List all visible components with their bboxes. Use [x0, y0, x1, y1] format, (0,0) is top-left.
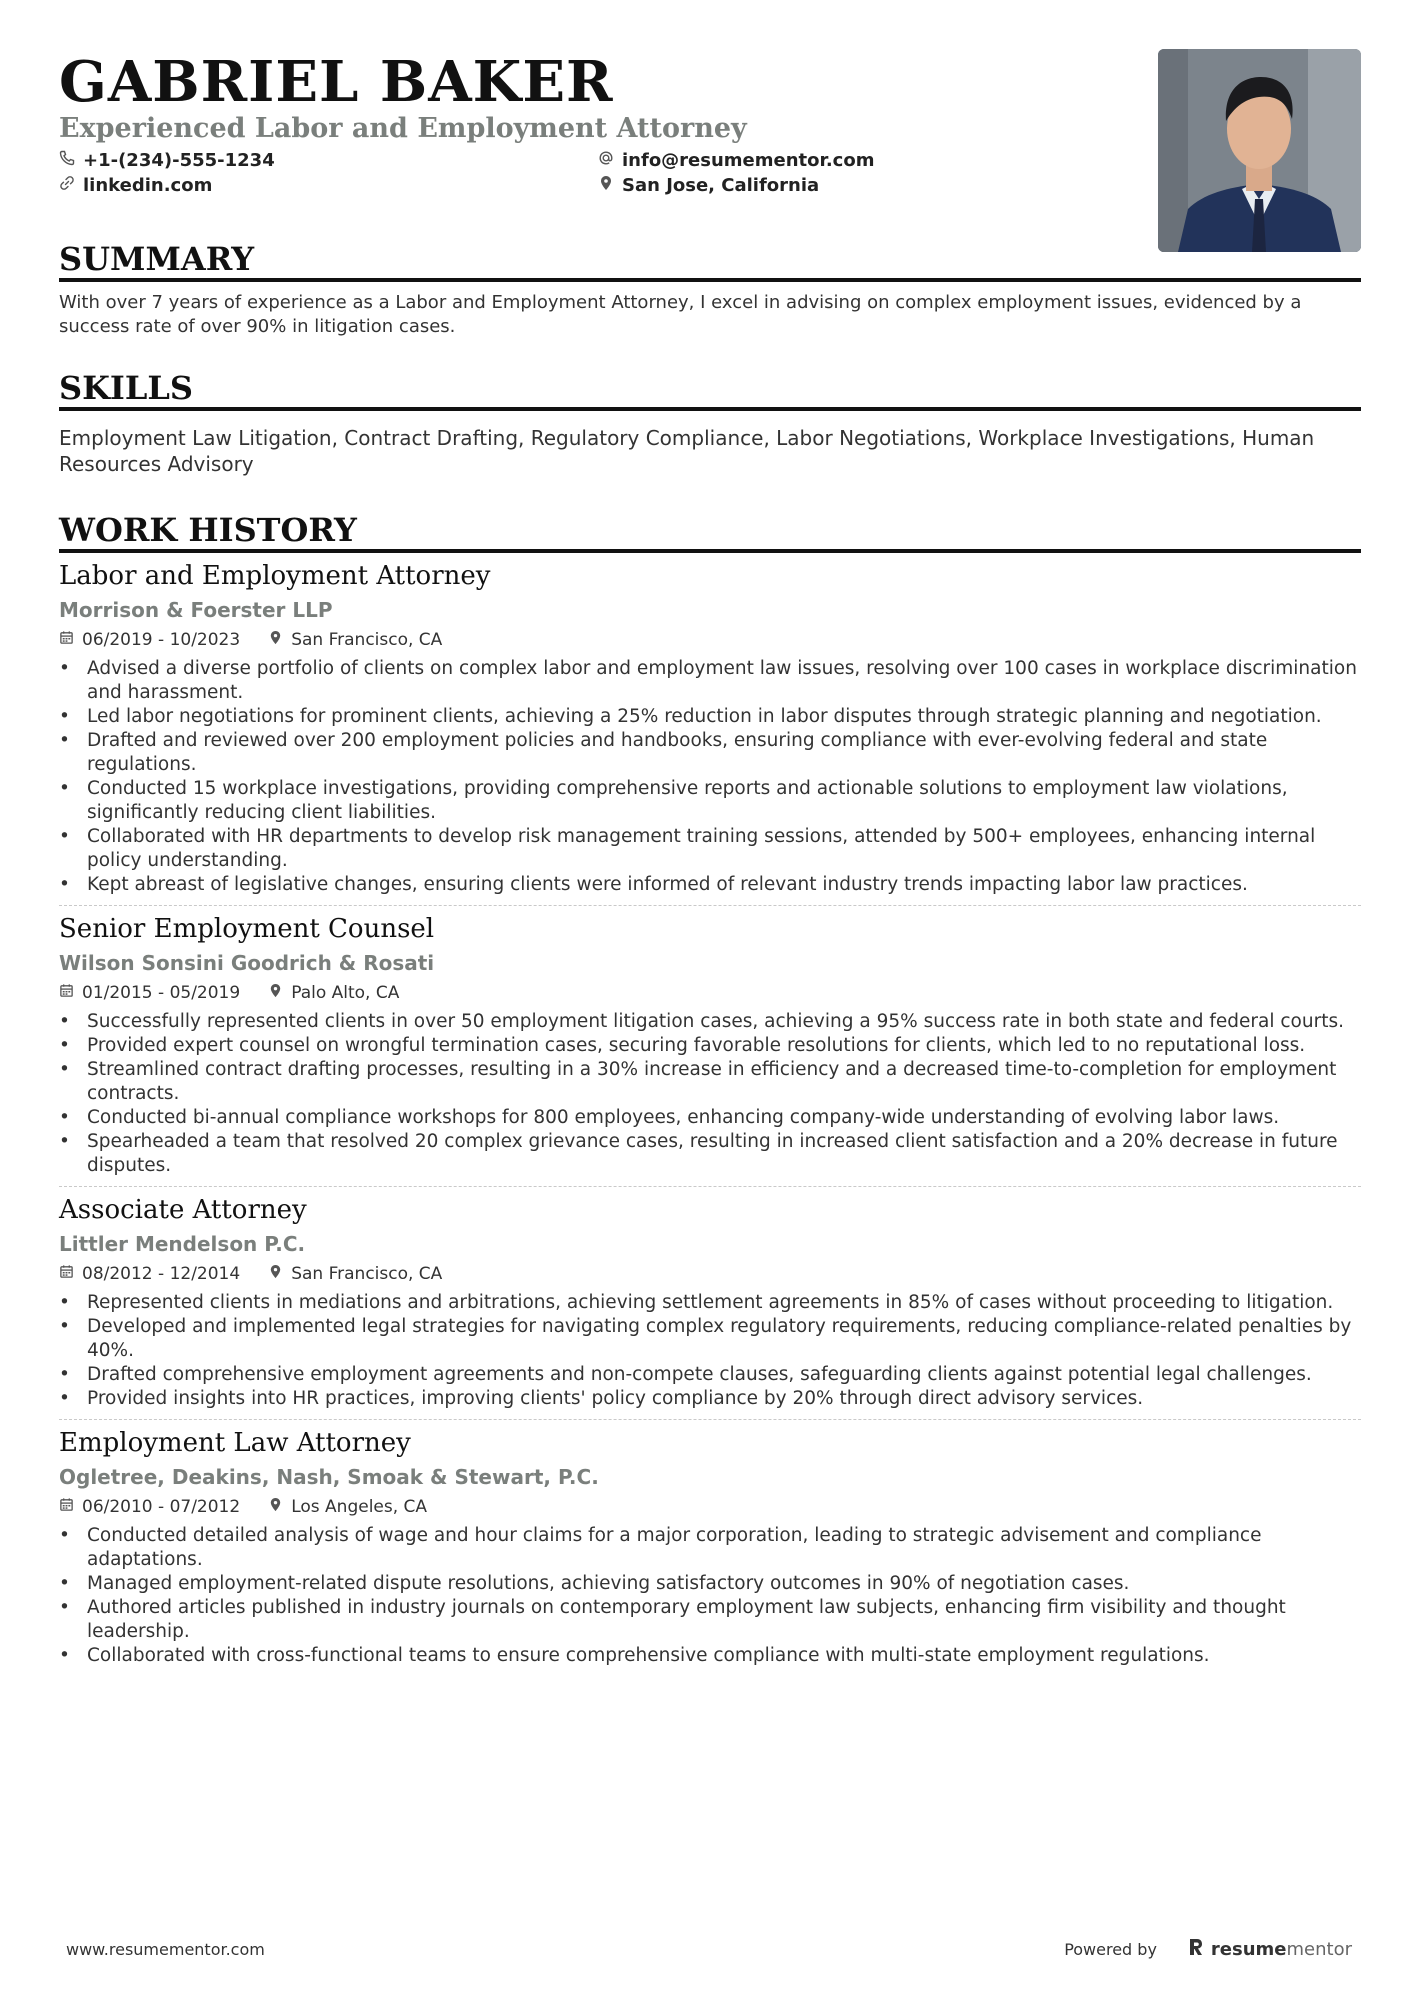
header — [59, 49, 1361, 204]
profile-photo — [1158, 49, 1361, 252]
location-contact — [598, 173, 819, 197]
job-title: Senior Employment Counsel — [59, 914, 435, 944]
bullet-item: • Provided expert counsel on wrongful termination cases, securing favorable resolutions for clients, which led to no reputational loss. — [59, 1034, 1361, 1058]
linkedin-contact — [59, 173, 212, 197]
company-name: Littler Mendelson P.C. — [59, 1232, 306, 1256]
bullet-item: • Developed and implemented legal strategies for navigating complex regulatory requirements, reducing compliance-related penalties by 40%. — [59, 1315, 1361, 1363]
summary-section — [59, 240, 1361, 339]
linkedin-text[interactable]: linkedin.com — [83, 174, 213, 196]
summary-text: With over 7 years of experience as a Labor and Employment Attorney, I excel in advising on complex employment issues, evidenced by a success rate of over 90% in litigation cases. — [59, 292, 1302, 337]
job-dates — [59, 630, 240, 650]
job-meta — [59, 982, 1361, 1004]
location-icon — [598, 175, 614, 196]
jobs-list — [59, 559, 1361, 1668]
summary-heading: SUMMARY — [59, 240, 1361, 282]
powered-by-label: Powered by — [1064, 1940, 1157, 1959]
location-text: San Jose, California — [622, 174, 820, 196]
job-location — [268, 983, 399, 1003]
job-location-text: Los Angeles, CA — [291, 1497, 428, 1517]
job-divider — [59, 1419, 1361, 1420]
job-divider — [59, 905, 1361, 906]
location-icon — [268, 1497, 283, 1517]
bullet-item: • Advised a diverse portfolio of clients on complex labor and employment law issues, resolving over 100 cases in workplace discrimination and harassment. — [59, 657, 1361, 705]
location-icon — [268, 1264, 283, 1284]
job-entry — [59, 559, 1361, 906]
calendar-icon — [59, 983, 74, 1003]
job-bullets — [59, 657, 1361, 897]
job-bullets — [59, 1010, 1361, 1178]
email-icon — [598, 150, 614, 171]
job-dates — [59, 983, 240, 1003]
phone-icon — [59, 150, 75, 171]
job-title: Associate Attorney — [59, 1195, 307, 1225]
bullet-item: • Kept abreast of legislative changes, ensuring clients were informed of relevant industry trends impacting labor law practices. — [59, 873, 1361, 897]
job-meta — [59, 1496, 1361, 1518]
email-text[interactable]: info@resumementor.com — [622, 149, 875, 171]
job-bullets — [59, 1291, 1361, 1411]
location-icon — [268, 630, 283, 650]
job-dates-text: 06/2019 - 10/2023 — [82, 630, 241, 650]
brand-mark-icon — [1187, 1937, 1205, 1962]
company-name: Wilson Sonsini Goodrich & Rosati — [59, 951, 435, 975]
bullet-item: • Authored articles published in industry journals on contemporary employment law subjects, enhancing firm visibility and thought leadership. — [59, 1596, 1361, 1644]
job-dates-text: 06/2010 - 07/2012 — [82, 1497, 241, 1517]
bullet-item: • Streamlined contract drafting processes, resulting in a 30% increase in efficiency and a decreased time-to-completion for employment contracts. — [59, 1058, 1361, 1106]
headline: Experienced Labor and Employment Attorney — [59, 113, 747, 144]
job-dates — [59, 1264, 240, 1284]
bullet-item: • Led labor negotiations for prominent clients, achieving a 25% reduction in labor disputes through strategic planning and negotiation. — [59, 705, 1361, 729]
calendar-icon — [59, 630, 74, 650]
candidate-name: GABRIEL BAKER — [59, 49, 614, 115]
job-bullets — [59, 1524, 1361, 1668]
bullet-item: • Collaborated with cross-functional teams to ensure comprehensive compliance with multi-state employment regulations. — [59, 1644, 1361, 1668]
job-divider — [59, 1186, 1361, 1187]
skills-section — [59, 369, 1361, 477]
brand-bold: resume — [1210, 1939, 1287, 1960]
job-location — [268, 630, 442, 650]
job-meta — [59, 629, 1361, 651]
bullet-item: • Conducted 15 workplace investigations, providing comprehensive reports and actionable solutions to employment law violations, significantly reducing client liabilities. — [59, 777, 1361, 825]
phone-text[interactable]: +1-(234)-555-1234 — [83, 149, 275, 171]
job-entry — [59, 1426, 1361, 1668]
skills-heading: SKILLS — [59, 369, 1361, 411]
brand-light: mentor — [1286, 1939, 1352, 1960]
job-title: Labor and Employment Attorney — [59, 561, 491, 591]
bullet-item: • Spearheaded a team that resolved 20 complex grievance cases, resulting in increased client satisfaction and a 20% decrease in future disputes. — [59, 1130, 1361, 1178]
phone-contact — [59, 148, 275, 172]
job-location — [268, 1264, 442, 1284]
location-icon — [268, 983, 283, 1003]
work-history-section — [59, 511, 1361, 1668]
bullet-item: • Drafted and reviewed over 200 employment policies and handbooks, ensuring compliance with ever-evolving federal and state regulations. — [59, 729, 1361, 777]
company-name: Ogletree, Deakins, Nash, Smoak & Stewart, P.C. — [59, 1465, 599, 1489]
link-icon — [59, 175, 75, 196]
bullet-item: • Provided insights into HR practices, improving clients' policy compliance by 20% through direct advisory services. — [59, 1387, 1361, 1411]
footer-website[interactable]: www.resumementor.com — [66, 1940, 265, 1959]
job-dates-text: 01/2015 - 05/2019 — [82, 983, 241, 1003]
calendar-icon — [59, 1497, 74, 1517]
resume-page — [59, 49, 1361, 1668]
skills-text: Employment Law Litigation, Contract Drafting, Regulatory Compliance, Labor Negotiations, Workplace Investigations, Human Resources Advisory — [59, 426, 1315, 476]
job-location-text: San Francisco, CA — [291, 630, 443, 650]
bullet-item: • Conducted detailed analysis of wage and hour claims for a major corporation, leading to strategic advisement and compliance adaptations. — [59, 1524, 1361, 1572]
job-entry — [59, 912, 1361, 1187]
job-dates — [59, 1497, 240, 1517]
bullet-item: • Drafted comprehensive employment agreements and non-compete clauses, safeguarding clients against potential legal challenges. — [59, 1363, 1361, 1387]
bullet-item: • Successfully represented clients in over 50 employment litigation cases, achieving a 95% success rate in both state and federal courts. — [59, 1010, 1361, 1034]
bullet-item: • Managed employment-related dispute resolutions, achieving satisfactory outcomes in 90% of negotiation cases. — [59, 1572, 1361, 1596]
bullet-item: • Represented clients in mediations and arbitrations, achieving settlement agreements in 85% of cases without proceeding to litigation. — [59, 1291, 1361, 1315]
bullet-item: • Conducted bi-annual compliance workshops for 800 employees, enhancing company-wide understanding of evolving labor laws. — [59, 1106, 1361, 1130]
job-entry — [59, 1193, 1361, 1420]
brand-logo — [1187, 1937, 1352, 1962]
company-name: Morrison & Foerster LLP — [59, 598, 333, 622]
job-dates-text: 08/2012 - 12/2014 — [82, 1264, 241, 1284]
job-location — [268, 1497, 427, 1517]
job-title: Employment Law Attorney — [59, 1428, 411, 1458]
bullet-item: • Collaborated with HR departments to develop risk management training sessions, attended by 500+ employees, enhancing internal policy understanding. — [59, 825, 1361, 873]
job-location-text: Palo Alto, CA — [291, 983, 400, 1003]
calendar-icon — [59, 1264, 74, 1284]
footer-brand-block — [1064, 1937, 1352, 1962]
work-history-heading: WORK HISTORY — [59, 511, 1361, 553]
email-contact — [598, 148, 874, 172]
job-location-text: San Francisco, CA — [291, 1264, 443, 1284]
job-meta — [59, 1263, 1361, 1285]
